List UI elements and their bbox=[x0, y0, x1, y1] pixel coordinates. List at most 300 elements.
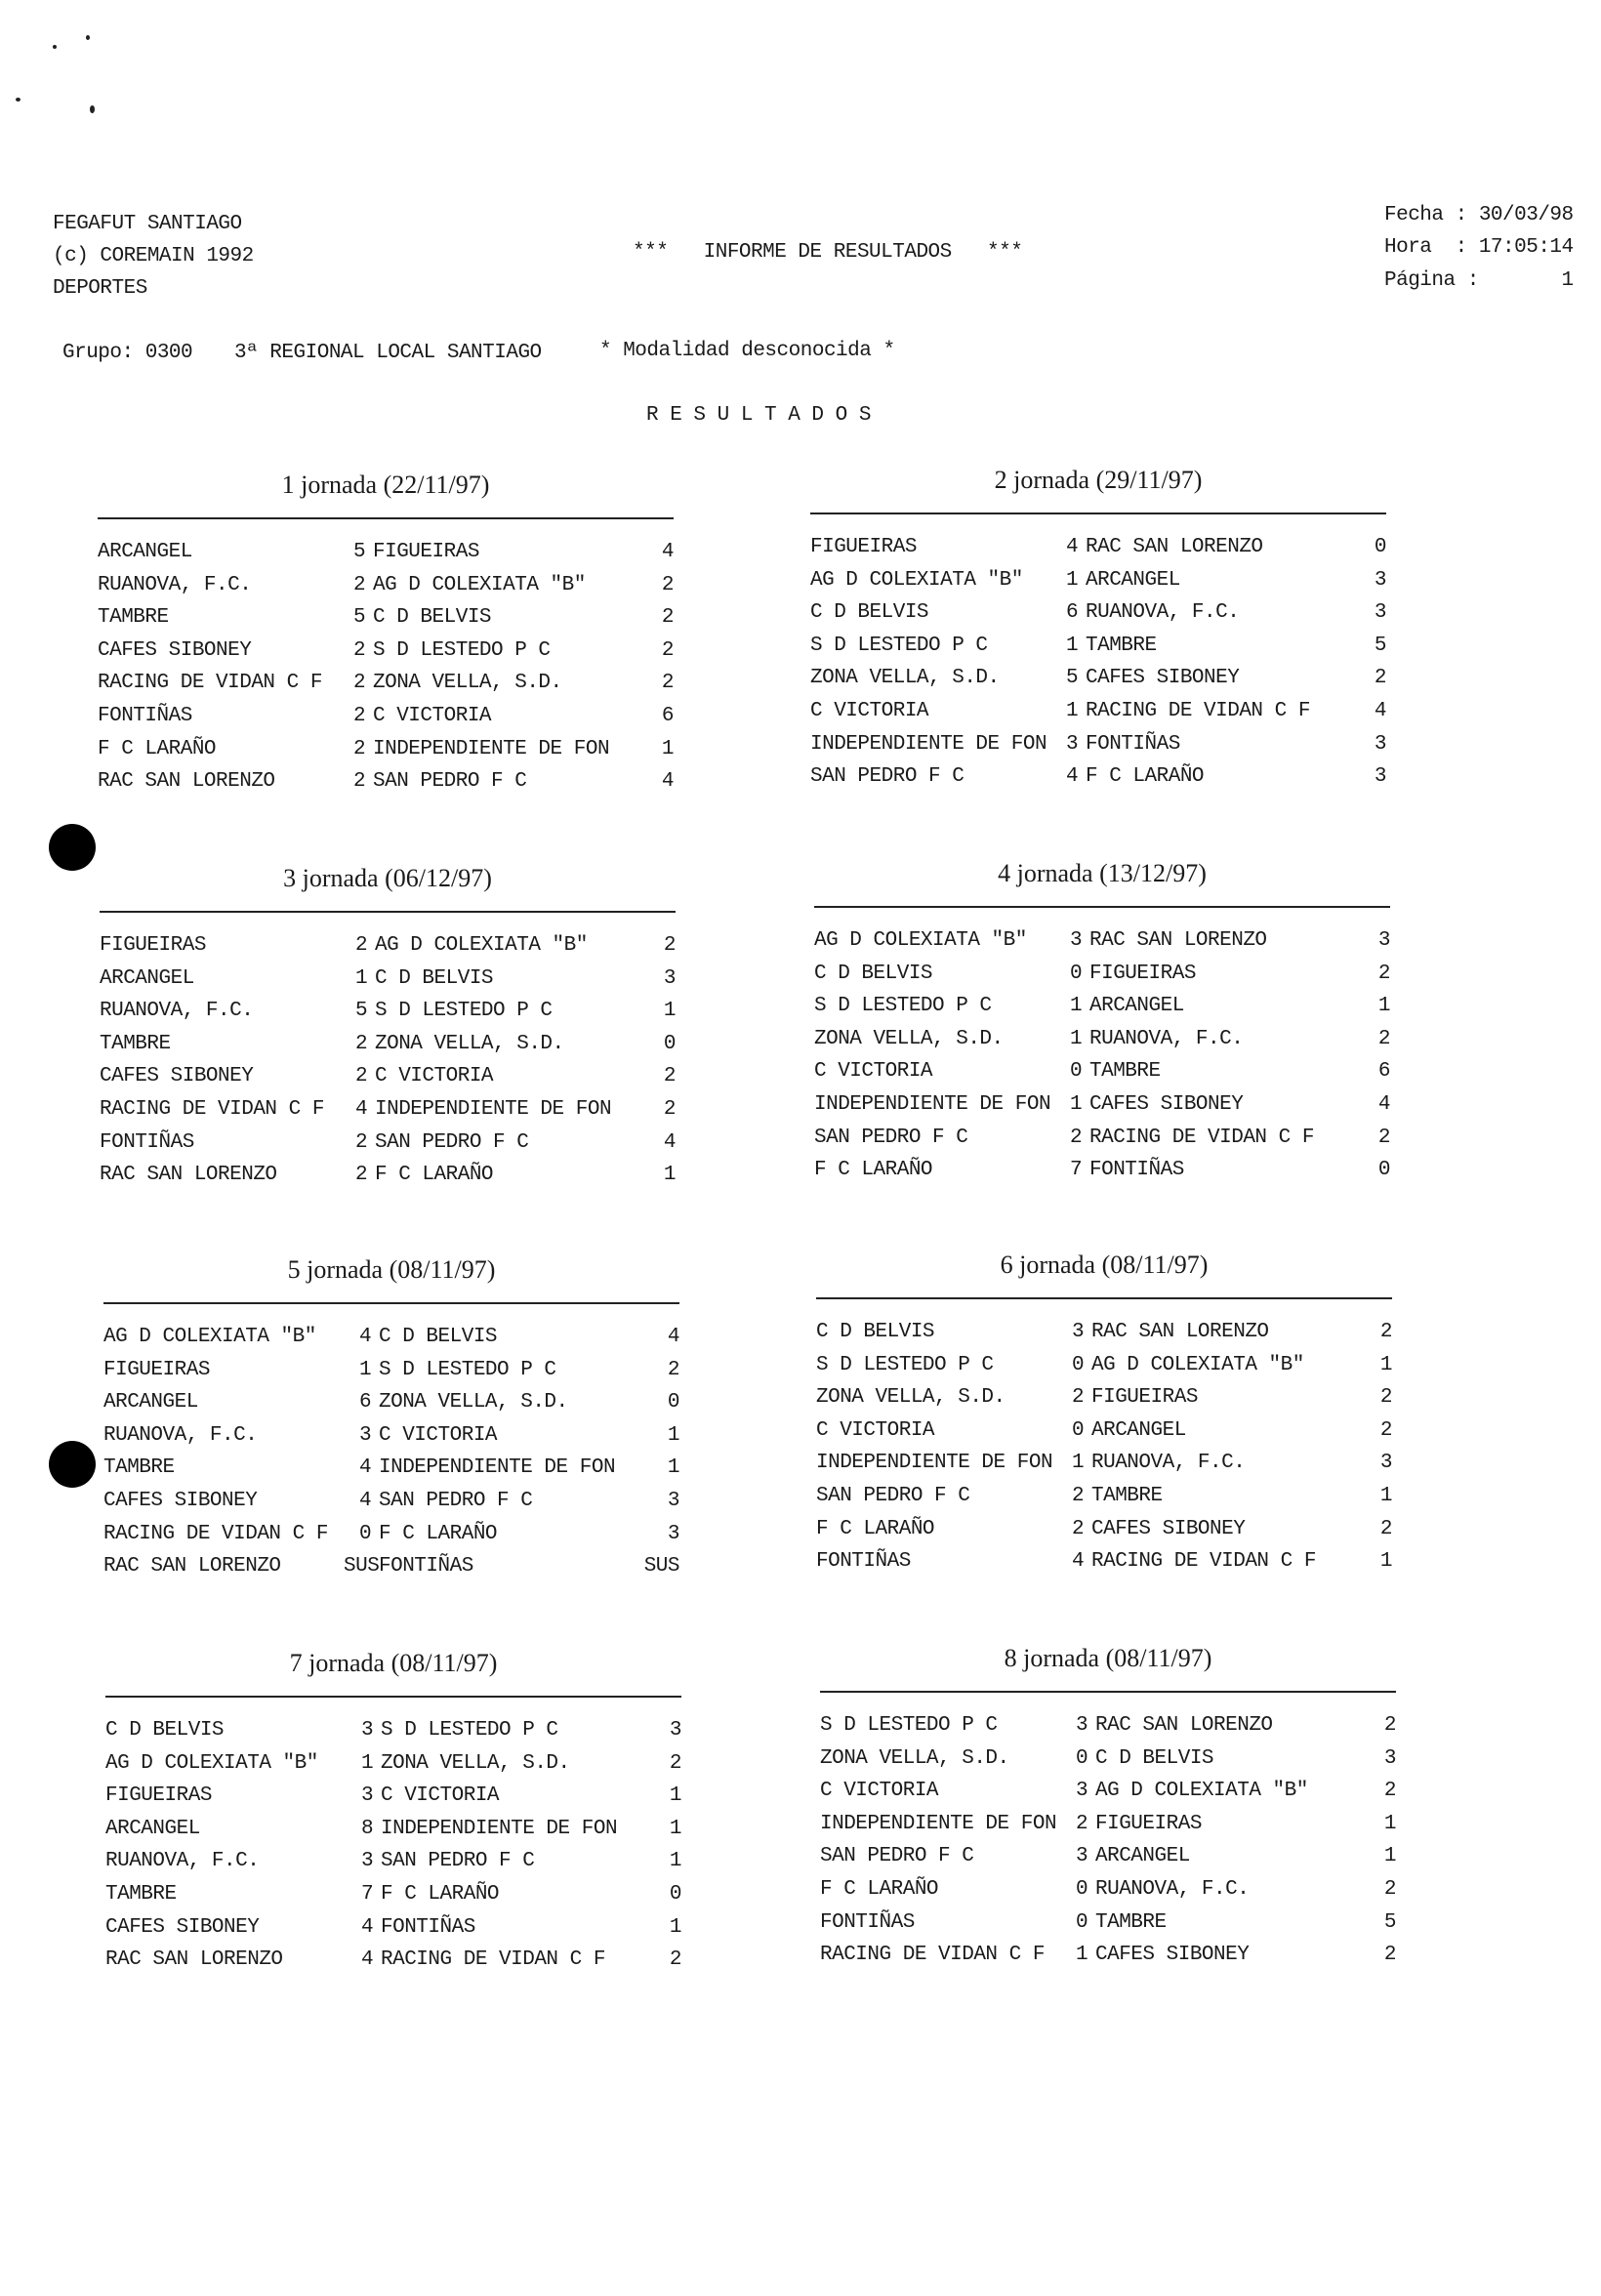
match-row bbox=[814, 929, 1390, 963]
away-team: AG D COLEXIATA "B" bbox=[373, 573, 586, 596]
match-row bbox=[810, 635, 1386, 668]
away-team: AG D COLEXIATA "B" bbox=[375, 934, 588, 957]
match-row bbox=[816, 1550, 1392, 1583]
match-row bbox=[810, 601, 1386, 635]
match-row bbox=[105, 1883, 681, 1916]
home-team: C D BELVIS bbox=[816, 1321, 935, 1343]
home-team: INDEPENDIENTE DE FON bbox=[810, 732, 1047, 756]
away-team: C D BELVIS bbox=[373, 606, 492, 630]
away-score: 2 bbox=[1374, 667, 1386, 690]
match-row bbox=[810, 569, 1386, 602]
away-team: RACING DE VIDAN C F bbox=[1089, 1126, 1314, 1149]
report-title: *** INFORME DE RESULTADOS *** bbox=[633, 241, 1023, 264]
home-team: S D LESTEDO P C bbox=[810, 634, 988, 657]
home-team: INDEPENDIENTE DE FON bbox=[820, 1812, 1057, 1835]
away-team: RAC SAN LORENZO bbox=[1091, 1321, 1269, 1343]
jornada-block bbox=[105, 1649, 681, 2000]
home-score: 3 bbox=[361, 1719, 374, 1742]
jornada-rule bbox=[814, 906, 1390, 908]
match-row bbox=[820, 1845, 1396, 1878]
home-score: 6 bbox=[1066, 601, 1079, 625]
away-score: 4 bbox=[661, 770, 674, 794]
away-team: CAFES SIBONEY bbox=[1095, 1944, 1250, 1967]
away-team: CAFES SIBONEY bbox=[1091, 1517, 1246, 1540]
away-score: 2 bbox=[1383, 1780, 1396, 1803]
away-team: CAFES SIBONEY bbox=[1086, 667, 1240, 690]
home-team: SAN PEDRO F C bbox=[820, 1845, 974, 1868]
group-name: 3ª REGIONAL LOCAL SANTIAGO bbox=[234, 342, 542, 364]
match-list bbox=[103, 1326, 679, 1588]
away-team: C VICTORIA bbox=[379, 1423, 498, 1447]
home-score: 2 bbox=[1072, 1517, 1085, 1540]
jornada-title: 3 jornada (06/12/97) bbox=[283, 864, 492, 892]
home-score: 2 bbox=[353, 672, 366, 695]
match-row bbox=[100, 1164, 676, 1197]
away-team: SAN PEDRO F C bbox=[381, 1850, 535, 1873]
home-team: RAC SAN LORENZO bbox=[105, 1948, 283, 1972]
jornada-rule bbox=[100, 911, 676, 913]
away-score: 3 bbox=[667, 1522, 679, 1545]
match-list bbox=[820, 1714, 1396, 1977]
match-row bbox=[98, 606, 674, 639]
match-list bbox=[816, 1321, 1392, 1583]
report-page: Página : 1 bbox=[1384, 269, 1574, 292]
home-score: 3 bbox=[1072, 1321, 1085, 1343]
away-team: ARCANGEL bbox=[1091, 1418, 1186, 1442]
away-score: 3 bbox=[1374, 601, 1386, 625]
match-list bbox=[98, 541, 674, 803]
away-score: 6 bbox=[1377, 1060, 1390, 1084]
away-score: 1 bbox=[661, 737, 674, 760]
away-team: ARCANGEL bbox=[1095, 1845, 1190, 1868]
home-score: 2 bbox=[355, 1065, 368, 1088]
away-team: FIGUEIRAS bbox=[1089, 962, 1196, 985]
away-score: 3 bbox=[667, 1489, 679, 1512]
home-team: ZONA VELLA, S.D. bbox=[814, 1027, 1004, 1050]
away-team: TAMBRE bbox=[1089, 1060, 1161, 1084]
match-row bbox=[820, 1911, 1396, 1945]
home-score: 2 bbox=[353, 770, 366, 794]
home-score: SUS bbox=[344, 1555, 380, 1578]
match-row bbox=[100, 1131, 676, 1165]
home-score: 0 bbox=[1076, 1877, 1088, 1901]
home-score: 4 bbox=[1072, 1550, 1085, 1574]
away-team: F C LARAÑO bbox=[379, 1522, 498, 1545]
away-team: SAN PEDRO F C bbox=[375, 1130, 529, 1154]
away-team: ZONA VELLA, S.D. bbox=[381, 1751, 570, 1775]
home-team: CAFES SIBONEY bbox=[100, 1065, 254, 1088]
home-score: 5 bbox=[355, 1000, 368, 1023]
match-list bbox=[814, 929, 1390, 1192]
home-score: 4 bbox=[361, 1948, 374, 1972]
home-score: 4 bbox=[1066, 765, 1079, 789]
home-score: 3 bbox=[359, 1423, 372, 1447]
home-score: 1 bbox=[1070, 1092, 1083, 1116]
punch-hole bbox=[49, 824, 96, 871]
home-score: 2 bbox=[355, 1130, 368, 1154]
home-score: 0 bbox=[1076, 1910, 1088, 1934]
home-team: S D LESTEDO P C bbox=[816, 1353, 994, 1376]
home-score: 0 bbox=[1072, 1353, 1085, 1376]
home-team: RUANOVA, F.C. bbox=[103, 1423, 258, 1447]
away-score: 1 bbox=[1383, 1812, 1396, 1835]
home-score: 1 bbox=[1072, 1452, 1085, 1475]
match-row bbox=[105, 1818, 681, 1851]
home-team: F C LARAÑO bbox=[820, 1877, 939, 1901]
jornada-title: 7 jornada (08/11/97) bbox=[289, 1649, 498, 1677]
match-list bbox=[100, 934, 676, 1197]
jornada-title: 5 jornada (08/11/97) bbox=[287, 1255, 496, 1284]
home-score: 0 bbox=[1072, 1418, 1085, 1442]
home-team: TAMBRE bbox=[100, 1032, 171, 1055]
home-team: C VICTORIA bbox=[814, 1060, 933, 1084]
jornada-title: 6 jornada (08/11/97) bbox=[1000, 1250, 1209, 1279]
away-score: 3 bbox=[1374, 765, 1386, 789]
match-row bbox=[103, 1359, 679, 1392]
group-code: Grupo: 0300 bbox=[62, 342, 193, 364]
away-team: AG D COLEXIATA "B" bbox=[1091, 1353, 1304, 1376]
scan-speck bbox=[86, 35, 90, 40]
match-row bbox=[105, 1948, 681, 1982]
match-row bbox=[816, 1419, 1392, 1453]
org-department: DEPORTES bbox=[53, 277, 147, 300]
away-team: INDEPENDIENTE DE FON bbox=[373, 737, 610, 760]
match-row bbox=[814, 1028, 1390, 1061]
match-row bbox=[820, 1813, 1396, 1846]
home-team: FONTIÑAS bbox=[816, 1550, 911, 1574]
away-team: INDEPENDIENTE DE FON bbox=[379, 1456, 616, 1480]
home-score: 3 bbox=[1066, 732, 1079, 756]
away-score: 1 bbox=[669, 1850, 681, 1873]
away-score: 6 bbox=[661, 704, 674, 727]
home-team: TAMBRE bbox=[98, 606, 169, 630]
home-score: 4 bbox=[355, 1097, 368, 1121]
home-score: 0 bbox=[359, 1522, 372, 1545]
away-team: TAMBRE bbox=[1091, 1484, 1163, 1507]
match-row bbox=[816, 1485, 1392, 1518]
away-score: 3 bbox=[1374, 732, 1386, 756]
away-team: ZONA VELLA, S.D. bbox=[375, 1032, 564, 1055]
home-score: 1 bbox=[1076, 1944, 1088, 1967]
home-score: 2 bbox=[1076, 1812, 1088, 1835]
away-team: AG D COLEXIATA "B" bbox=[1095, 1780, 1308, 1803]
home-score: 2 bbox=[1072, 1386, 1085, 1410]
jornada-rule bbox=[103, 1302, 679, 1304]
away-score: 1 bbox=[669, 1817, 681, 1840]
jornada-block bbox=[814, 859, 1390, 1210]
home-score: 3 bbox=[1070, 929, 1083, 952]
home-score: 1 bbox=[1066, 699, 1079, 722]
match-row bbox=[98, 705, 674, 738]
away-score: 3 bbox=[669, 1719, 681, 1742]
home-team: C VICTORIA bbox=[810, 699, 929, 722]
home-team: RACING DE VIDAN C F bbox=[100, 1097, 324, 1121]
match-row bbox=[814, 1159, 1390, 1192]
away-team: RACING DE VIDAN C F bbox=[1086, 699, 1310, 722]
home-team: ZONA VELLA, S.D. bbox=[810, 667, 1000, 690]
match-row bbox=[98, 770, 674, 803]
match-row bbox=[820, 1780, 1396, 1813]
home-team: TAMBRE bbox=[105, 1882, 177, 1906]
away-score: 2 bbox=[669, 1948, 681, 1972]
away-score: 2 bbox=[1379, 1418, 1392, 1442]
away-score: 1 bbox=[669, 1784, 681, 1808]
home-score: 7 bbox=[1070, 1159, 1083, 1182]
away-score: 2 bbox=[669, 1751, 681, 1775]
home-score: 3 bbox=[361, 1784, 374, 1808]
match-row bbox=[100, 1000, 676, 1033]
away-score: 1 bbox=[663, 1000, 676, 1023]
away-score: 4 bbox=[661, 541, 674, 563]
match-row bbox=[98, 639, 674, 673]
away-score: 2 bbox=[1379, 1386, 1392, 1410]
home-team: C VICTORIA bbox=[816, 1418, 935, 1442]
home-score: 0 bbox=[1070, 1060, 1083, 1084]
away-score: 5 bbox=[1383, 1910, 1396, 1934]
match-row bbox=[98, 541, 674, 574]
away-score: 4 bbox=[667, 1326, 679, 1348]
home-score: 7 bbox=[361, 1882, 374, 1906]
home-team: C VICTORIA bbox=[820, 1780, 939, 1803]
match-row bbox=[814, 1093, 1390, 1127]
away-team: RAC SAN LORENZO bbox=[1089, 929, 1267, 952]
away-score: 4 bbox=[1374, 699, 1386, 722]
match-row bbox=[820, 1714, 1396, 1747]
away-score: 0 bbox=[1377, 1159, 1390, 1182]
match-row bbox=[103, 1391, 679, 1424]
away-team: S D LESTEDO P C bbox=[381, 1719, 558, 1742]
match-row bbox=[103, 1326, 679, 1359]
home-team: FIGUEIRAS bbox=[103, 1358, 210, 1381]
home-score: 1 bbox=[1070, 1027, 1083, 1050]
home-score: 5 bbox=[353, 606, 366, 630]
away-score: 2 bbox=[661, 573, 674, 596]
away-score: 0 bbox=[1374, 536, 1386, 558]
home-score: 3 bbox=[1076, 1714, 1088, 1737]
match-row bbox=[816, 1321, 1392, 1354]
away-score: 2 bbox=[1379, 1321, 1392, 1343]
home-team: FIGUEIRAS bbox=[100, 934, 206, 957]
away-score: 2 bbox=[661, 638, 674, 662]
home-team: RAC SAN LORENZO bbox=[100, 1164, 277, 1187]
match-row bbox=[816, 1354, 1392, 1387]
match-row bbox=[816, 1452, 1392, 1485]
jornada-rule bbox=[820, 1691, 1396, 1693]
away-score: 4 bbox=[1377, 1092, 1390, 1116]
home-score: 1 bbox=[1066, 568, 1079, 592]
away-team: RUANOVA, F.C. bbox=[1091, 1452, 1246, 1475]
home-team: FIGUEIRAS bbox=[105, 1784, 212, 1808]
away-team: F C LARAÑO bbox=[1086, 765, 1205, 789]
scan-speck bbox=[90, 105, 95, 113]
away-score: 0 bbox=[667, 1391, 679, 1414]
home-score: 8 bbox=[361, 1817, 374, 1840]
jornada-title: 1 jornada (22/11/97) bbox=[281, 471, 490, 499]
home-score: 5 bbox=[353, 541, 366, 563]
away-team: F C LARAÑO bbox=[381, 1882, 500, 1906]
home-team: INDEPENDIENTE DE FON bbox=[816, 1452, 1053, 1475]
home-score: 2 bbox=[355, 934, 368, 957]
home-team: CAFES SIBONEY bbox=[105, 1915, 260, 1939]
home-team: FONTIÑAS bbox=[100, 1130, 194, 1154]
away-score: 2 bbox=[1377, 962, 1390, 985]
away-team: FONTIÑAS bbox=[381, 1915, 475, 1939]
match-list bbox=[105, 1719, 681, 1982]
home-score: 1 bbox=[355, 966, 368, 990]
home-team: RUANOVA, F.C. bbox=[100, 1000, 254, 1023]
home-score: 2 bbox=[353, 704, 366, 727]
home-team: TAMBRE bbox=[103, 1456, 175, 1480]
away-team: C VICTORIA bbox=[373, 704, 492, 727]
away-team: FONTIÑAS bbox=[379, 1555, 473, 1578]
away-team: C D BELVIS bbox=[379, 1326, 498, 1348]
home-team: F C LARAÑO bbox=[98, 737, 217, 760]
match-row bbox=[100, 1098, 676, 1131]
home-team: RACING DE VIDAN C F bbox=[103, 1522, 328, 1545]
match-row bbox=[810, 667, 1386, 700]
away-score: 1 bbox=[1377, 995, 1390, 1018]
match-row bbox=[820, 1747, 1396, 1781]
away-team: F C LARAÑO bbox=[375, 1164, 494, 1187]
home-score: 2 bbox=[355, 1164, 368, 1187]
match-row bbox=[816, 1386, 1392, 1419]
away-team: FONTIÑAS bbox=[1086, 732, 1180, 756]
home-team: F C LARAÑO bbox=[814, 1159, 933, 1182]
home-team: S D LESTEDO P C bbox=[814, 995, 992, 1018]
home-score: 1 bbox=[1066, 634, 1079, 657]
away-score: 1 bbox=[1379, 1353, 1392, 1376]
away-score: 2 bbox=[1377, 1027, 1390, 1050]
match-list bbox=[810, 536, 1386, 799]
match-row bbox=[98, 574, 674, 607]
away-team: RUANOVA, F.C. bbox=[1089, 1027, 1244, 1050]
home-team: ZONA VELLA, S.D. bbox=[816, 1386, 1006, 1410]
home-team: AG D COLEXIATA "B" bbox=[105, 1751, 318, 1775]
away-score: 2 bbox=[1383, 1877, 1396, 1901]
match-row bbox=[105, 1850, 681, 1883]
jornada-title: 2 jornada (29/11/97) bbox=[994, 466, 1203, 494]
home-score: 1 bbox=[359, 1358, 372, 1381]
home-team: RAC SAN LORENZO bbox=[103, 1555, 281, 1578]
match-row bbox=[810, 733, 1386, 766]
home-team: F C LARAÑO bbox=[816, 1517, 935, 1540]
home-team: C D BELVIS bbox=[105, 1719, 225, 1742]
away-team: INDEPENDIENTE DE FON bbox=[381, 1817, 618, 1840]
away-team: FIGUEIRAS bbox=[1091, 1386, 1198, 1410]
away-score: 2 bbox=[667, 1358, 679, 1381]
jornada-block bbox=[820, 1644, 1396, 1995]
home-score: 2 bbox=[353, 573, 366, 596]
jornada-block bbox=[816, 1250, 1392, 1602]
away-score: 3 bbox=[663, 966, 676, 990]
away-team: RAC SAN LORENZO bbox=[1086, 536, 1263, 558]
jornada-block bbox=[103, 1255, 679, 1607]
match-row bbox=[810, 536, 1386, 569]
away-team: INDEPENDIENTE DE FON bbox=[375, 1097, 612, 1121]
jornada-rule bbox=[105, 1696, 681, 1698]
home-team: ARCANGEL bbox=[103, 1391, 198, 1414]
away-team: CAFES SIBONEY bbox=[1089, 1092, 1244, 1116]
home-team: ARCANGEL bbox=[100, 966, 194, 990]
home-score: 1 bbox=[1070, 995, 1083, 1018]
away-score: 3 bbox=[1379, 1452, 1392, 1475]
scan-speck bbox=[53, 45, 57, 49]
group-modality: * Modalidad desconocida * bbox=[599, 340, 895, 362]
home-score: 4 bbox=[359, 1489, 372, 1512]
home-team: SAN PEDRO F C bbox=[810, 765, 965, 789]
away-score: 1 bbox=[1383, 1845, 1396, 1868]
home-score: 2 bbox=[1070, 1126, 1083, 1149]
home-team: AG D COLEXIATA "B" bbox=[103, 1326, 316, 1348]
home-team: ZONA VELLA, S.D. bbox=[820, 1746, 1009, 1770]
match-row bbox=[810, 700, 1386, 733]
away-team: FONTIÑAS bbox=[1089, 1159, 1184, 1182]
away-team: RUANOVA, F.C. bbox=[1086, 601, 1240, 625]
home-team: RAC SAN LORENZO bbox=[98, 770, 275, 794]
match-row bbox=[810, 765, 1386, 799]
jornada-block bbox=[810, 466, 1386, 817]
away-score: 4 bbox=[663, 1130, 676, 1154]
match-row bbox=[105, 1784, 681, 1818]
match-row bbox=[820, 1944, 1396, 1977]
match-row bbox=[814, 1127, 1390, 1160]
home-team: RUANOVA, F.C. bbox=[98, 573, 252, 596]
match-row bbox=[103, 1523, 679, 1556]
away-score: 0 bbox=[669, 1882, 681, 1906]
home-score: 2 bbox=[353, 638, 366, 662]
home-team: RACING DE VIDAN C F bbox=[820, 1944, 1045, 1967]
home-score: 3 bbox=[1076, 1780, 1088, 1803]
home-score: 0 bbox=[1070, 962, 1083, 985]
jornada-block bbox=[100, 864, 676, 1215]
away-score: 1 bbox=[663, 1164, 676, 1187]
home-score: 2 bbox=[353, 737, 366, 760]
away-team: C D BELVIS bbox=[375, 966, 494, 990]
away-score: 3 bbox=[1374, 568, 1386, 592]
match-row bbox=[100, 967, 676, 1001]
home-score: 4 bbox=[359, 1456, 372, 1480]
home-score: 6 bbox=[359, 1391, 372, 1414]
jornada-rule bbox=[816, 1297, 1392, 1299]
home-team: FONTIÑAS bbox=[820, 1910, 915, 1934]
home-team: C D BELVIS bbox=[814, 962, 933, 985]
away-team: ARCANGEL bbox=[1086, 568, 1180, 592]
away-team: TAMBRE bbox=[1086, 634, 1157, 657]
match-row bbox=[103, 1490, 679, 1523]
match-row bbox=[105, 1719, 681, 1752]
away-score: 2 bbox=[661, 672, 674, 695]
home-score: 4 bbox=[1066, 536, 1079, 558]
home-team: C D BELVIS bbox=[810, 601, 929, 625]
home-team: FIGUEIRAS bbox=[810, 536, 917, 558]
away-score: 2 bbox=[663, 934, 676, 957]
away-score: 5 bbox=[1374, 634, 1386, 657]
match-row bbox=[105, 1752, 681, 1785]
away-score: 3 bbox=[1383, 1746, 1396, 1770]
match-row bbox=[98, 738, 674, 771]
away-team: FIGUEIRAS bbox=[1095, 1812, 1202, 1835]
match-row bbox=[100, 934, 676, 967]
home-score: 1 bbox=[361, 1751, 374, 1775]
org-name: FEGAFUT SANTIAGO bbox=[53, 213, 242, 235]
away-score: 2 bbox=[1379, 1517, 1392, 1540]
away-team: SAN PEDRO F C bbox=[373, 770, 527, 794]
home-team: AG D COLEXIATA "B" bbox=[810, 568, 1023, 592]
section-title: R E S U L T A D O S bbox=[646, 404, 871, 427]
away-team: RACING DE VIDAN C F bbox=[1091, 1550, 1316, 1574]
away-score: 2 bbox=[1383, 1714, 1396, 1737]
away-team: ZONA VELLA, S.D. bbox=[379, 1391, 568, 1414]
